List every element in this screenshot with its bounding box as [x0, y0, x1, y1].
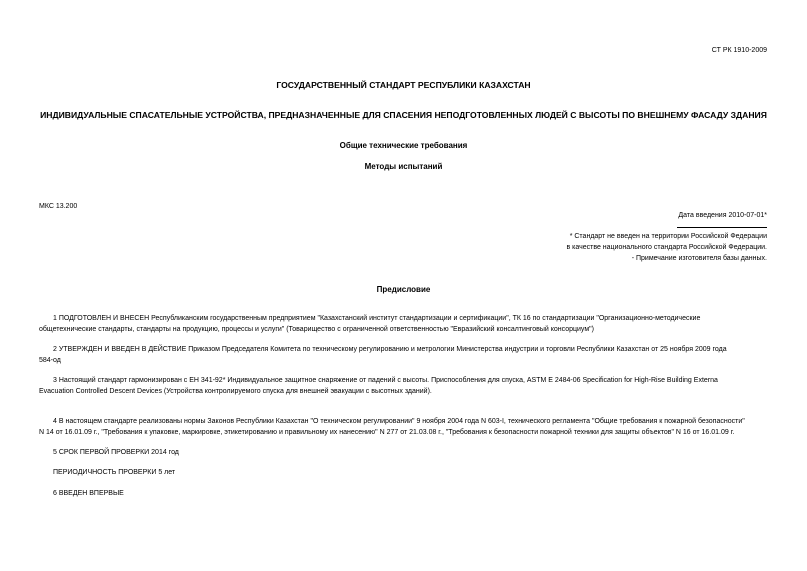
introduction-date: Дата введения 2010-07-01*	[678, 212, 767, 219]
preface-paragraph-4	[39, 416, 769, 438]
document-title: ГОСУДАРСТВЕННЫЙ СТАНДАРТ РЕСПУБЛИКИ КАЗАХСТАН	[276, 80, 531, 90]
note-line: * Стандарт не введен на территории Российской Федерации	[569, 233, 767, 240]
note-divider	[677, 227, 767, 228]
paragraph-line: 584-од	[39, 357, 61, 364]
preface-heading: Предисловие	[376, 285, 431, 294]
preface-paragraph-6	[39, 467, 769, 478]
note-line: в качестве национального стандарта Российской Федерации.	[566, 244, 767, 251]
paragraph-line: 6 ВВЕДЕН ВПЕРВЫЕ	[53, 490, 124, 497]
paragraph-line: 4 В настоящем стандарте реализованы нормы Законов Республики Казахстан "О техническом регулировании" 9 ноября 2004 года N 603-I, технического регламента "Общие требования к пожарной безопасности"	[53, 418, 745, 425]
preface-paragraph-7	[39, 488, 769, 499]
preface-paragraph-3	[39, 375, 769, 397]
document-subtitle: ИНДИВИДУАЛЬНЫЕ СПАСАТЕЛЬНЫЕ УСТРОЙСТВА, ПРЕДНАЗНАЧЕННЫЕ ДЛЯ СПАСЕНИЯ НЕПОДГОТОВЛЕННЫХ ЛЮДЕЙ С ВЫСОТЫ ПО ВНЕШНЕМУ ФАСАДУ ЗДАНИЯ	[40, 110, 767, 120]
requirements-heading: Общие технические требования	[339, 141, 468, 150]
preface-paragraph-2	[39, 344, 769, 366]
paragraph-line: ПЕРИОДИЧНОСТЬ ПРОВЕРКИ 5 лет	[53, 469, 176, 476]
mks-code: МКС 13.200	[39, 203, 78, 210]
preface-paragraph-1	[39, 313, 769, 335]
paragraph-line: общетехнические стандарты, стандарты на продукцию, процессы и услуги" (Товарищество с ограниченной ответственностью "Евразийский консалтинговый консорциум")	[39, 326, 594, 333]
database-note	[566, 231, 767, 264]
note-line: - Примечание изготовителя базы данных.	[631, 255, 767, 262]
document-code: СТ РК 1910-2009	[711, 47, 767, 54]
preface-paragraph-5	[39, 447, 769, 458]
methods-heading: Методы испытаний	[364, 162, 443, 171]
paragraph-line: 3 Настоящий стандарт гармонизирован с ЕН 341-92* Индивидуальное защитное снаряжение от падений с высоты. Приспособления для спуска, ASTM E 2484-06 Specification for High-Rise Building Externa	[53, 377, 718, 384]
paragraph-line: 1 ПОДГОТОВЛЕН И ВНЕСЕН Республиканским государственным предприятием "Казахстанский институт стандартизации и сертификации", ТК 16 по стандартизации "Организационно-методические	[53, 315, 701, 322]
paragraph-line: N 14 от 16.01.09 г., "Требования к упаковке, маркировке, этикетированию и правильному их нанесению" N 277 от 21.03.08 г., "Требования к безопасности пожарной техники для защиты объектов" N 16 от 16.01.09 г.	[39, 429, 735, 436]
paragraph-line: Evacuation Controlled Descent Devices (Устройства контролируемого спуска для внешней эвакуации с высотных зданий).	[39, 388, 432, 395]
paragraph-line: 2 УТВЕРЖДЕН И ВВЕДЕН В ДЕЙСТВИЕ Приказом Председателя Комитета по техническому регулированию и метрологии Министерства индустрии и торговли Республики Казахстан от 25 ноября 2009 года	[53, 346, 727, 353]
paragraph-line: 5 СРОК ПЕРВОЙ ПРОВЕРКИ 2014 год	[53, 449, 179, 456]
